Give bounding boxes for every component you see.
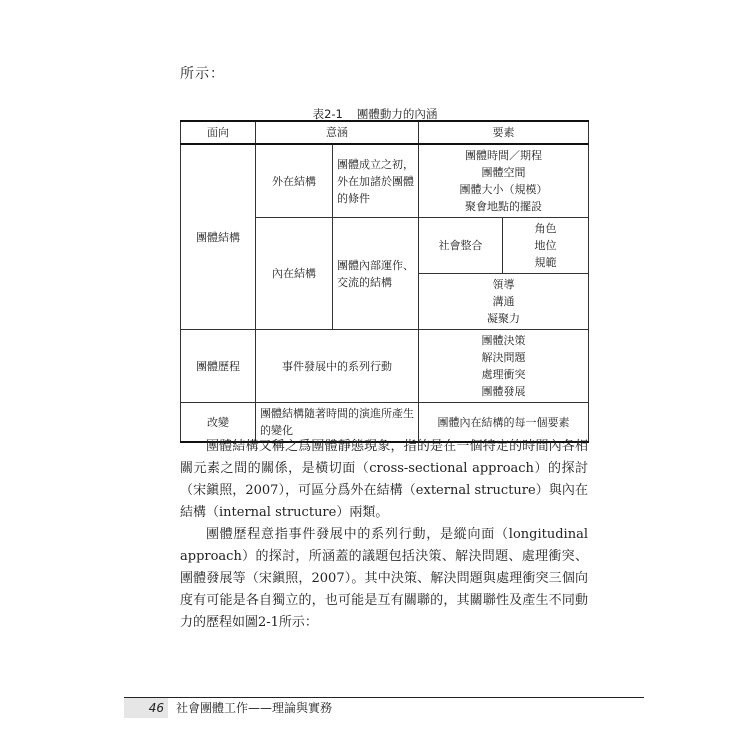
group-dynamics-table xyxy=(180,120,589,443)
list-item: 解決問題 xyxy=(481,351,526,364)
list-item: 團體時間／期程 xyxy=(465,149,542,162)
external-structure-desc: 團體成立之初，外在加諸於團體的條件 xyxy=(333,144,419,218)
external-structure-label: 外在結構 xyxy=(256,144,333,218)
list-item: 團體大小（規模） xyxy=(459,183,548,196)
header-meaning: 意涵 xyxy=(256,121,419,144)
internal-structure-desc: 團體內部運作、交流的結構 xyxy=(333,218,419,330)
list-item: 聚會地點的擺設 xyxy=(465,200,542,213)
header-elements: 要素 xyxy=(419,121,589,144)
social-integration-items xyxy=(503,218,589,274)
list-item: 凝聚力 xyxy=(487,312,520,325)
table-row xyxy=(181,144,589,218)
list-item: 團體發展 xyxy=(481,385,526,398)
list-item: 團體空間 xyxy=(481,166,526,179)
body-text xyxy=(180,436,588,634)
list-item: 角色 xyxy=(534,222,557,235)
header-aspect: 面向 xyxy=(181,121,256,144)
list-item: 團體決策 xyxy=(481,334,526,347)
book-title: 社會團體工作——理論與實務 xyxy=(176,701,333,715)
external-structure-elements xyxy=(419,144,589,218)
table-row xyxy=(181,330,589,403)
intro-text: 所示： xyxy=(180,66,225,82)
list-item: 規範 xyxy=(534,256,557,269)
list-item: 領導 xyxy=(492,278,515,291)
list-item: 地位 xyxy=(534,239,557,252)
change-desc: 團體結構隨著時間的演進所產生的變化 xyxy=(256,403,419,443)
aspect-change: 改變 xyxy=(181,403,256,443)
table-title: 團體動力的內涵 xyxy=(356,107,438,121)
page-footer xyxy=(124,697,644,718)
process-desc: 事件發展中的系列行動 xyxy=(256,330,419,403)
list-item: 溝通 xyxy=(492,295,515,308)
paragraph-structure: 團體結構又稱之爲團體靜態現象，指的是在一個特定的時間內各相關元素之間的關係，是橫切面（cross-sectional approach）的探討（宋鎭照，2007），可區分爲外在結構（external structure）與內在結構（internal structure）兩類。 xyxy=(180,439,588,520)
table-number: 表2-1 xyxy=(312,107,343,121)
internal-structure-label: 內在結構 xyxy=(256,218,333,330)
internal-other-elements xyxy=(419,274,589,330)
social-integration-label: 社會整合 xyxy=(419,218,503,274)
aspect-process: 團體歷程 xyxy=(181,330,256,403)
list-item: 處理衝突 xyxy=(481,368,526,381)
page-number: 46 xyxy=(124,698,168,718)
paragraph-process: 團體歷程意指事件發展中的系列行動，是縱向面（longitudinal approach）的探討，所涵蓋的議題包括決策、解決問題、處理衝突、團體發展等（宋鎭照，2007）。其中決策、解決問題與處理衝突三個向度有可能是各自獨立的，也可能是互有關聯的，其關聯性及產生不同動力的歷程如圖2-1所示： xyxy=(180,527,588,630)
table-header-row xyxy=(181,121,589,144)
process-elements xyxy=(419,330,589,403)
aspect-structure: 團體結構 xyxy=(181,144,256,330)
change-elements: 團體內在結構的每一個要素 xyxy=(419,403,589,443)
